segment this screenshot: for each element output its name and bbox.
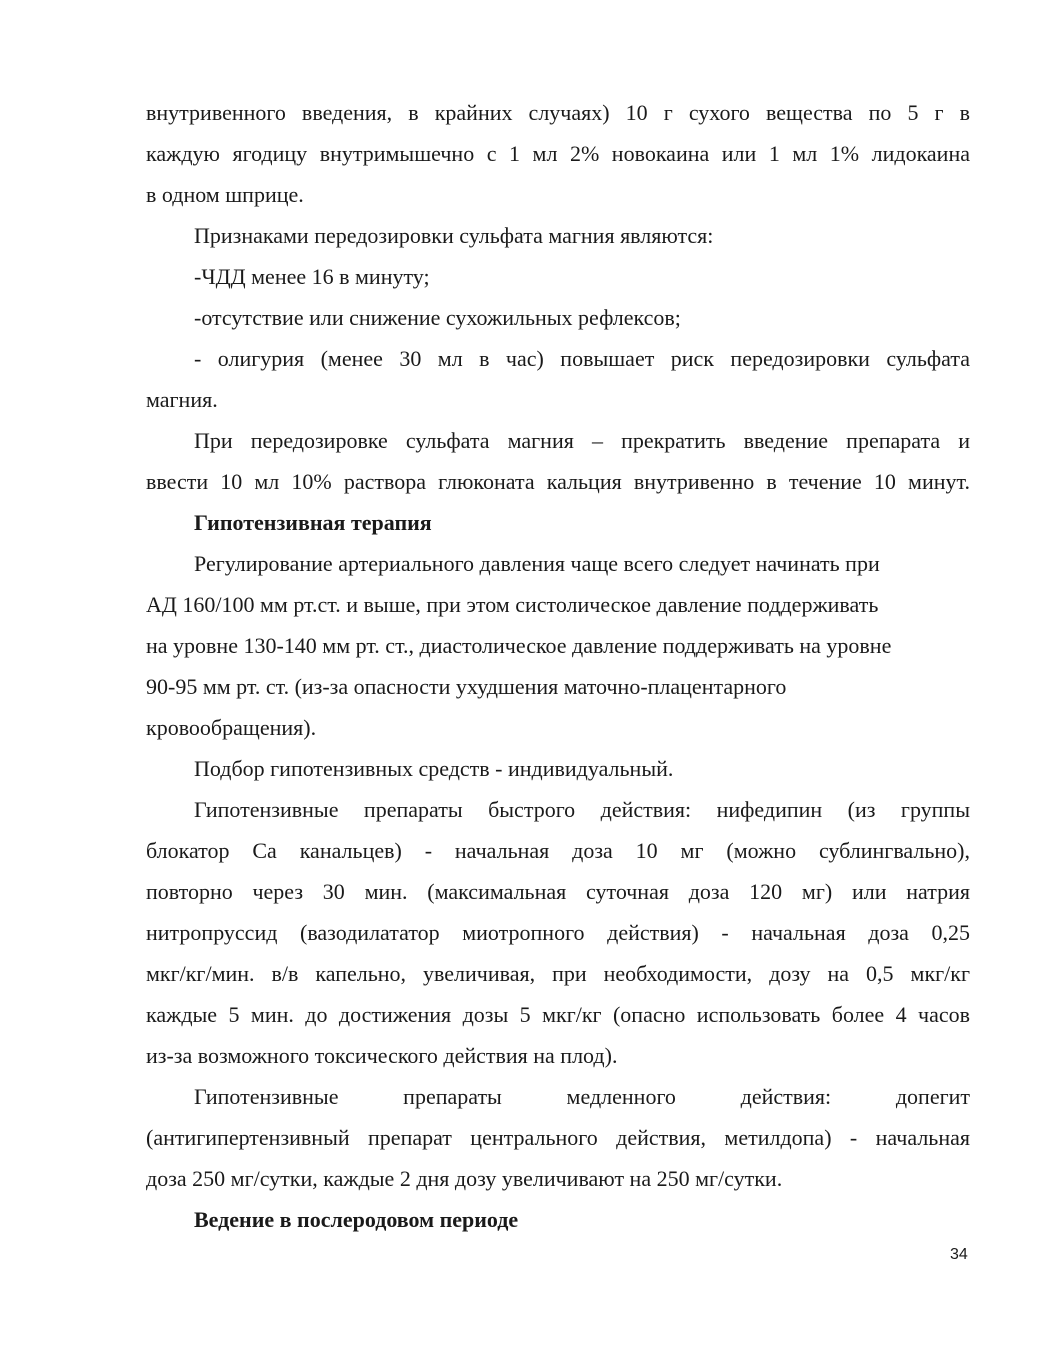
text-line: 90-95 мм рт. ст. (из-за опасности ухудшения маточно-плацентарного bbox=[146, 674, 787, 699]
text-line: нитропруссид (вазодилататор миотропного действия) - начальная доза 0,25 bbox=[146, 920, 970, 945]
text-line: кровообращения). bbox=[146, 715, 317, 740]
text-line: ввести 10 мл 10% раствора глюконата кальция внутривенно в течение 10 минут. bbox=[146, 469, 970, 494]
list-item: -ЧДД менее 16 в минуту; bbox=[194, 264, 430, 289]
text-line: мкг/кг/мин. в/в капельно, увеличивая, при необходимости, дозу на 0,5 мкг/кг bbox=[146, 961, 970, 986]
text-line: доза 250 мг/сутки, каждые 2 дня дозу увеличивают на 250 мг/сутки. bbox=[146, 1166, 783, 1191]
list-item: - олигурия (менее 30 мл в час) повышает риск передозировки сульфата bbox=[194, 346, 970, 371]
text-line: в одном шприце. bbox=[146, 182, 304, 207]
text-line: Гипотензивные препараты быстрого действия: нифедипин (из группы bbox=[194, 797, 970, 822]
text-line: магния. bbox=[146, 387, 218, 412]
text-line: каждую ягодицу внутримышечно с 1 мл 2% новокаина или 1 мл 1% лидокаина bbox=[146, 141, 970, 166]
list-item: -отсутствие или снижение сухожильных рефлексов; bbox=[194, 305, 681, 330]
text-line: повторно через 30 мин. (максимальная суточная доза 120 мг) или натрия bbox=[146, 879, 970, 904]
text-line: (антигипертензивный препарат центрального действия, метилдопа) - начальная bbox=[146, 1125, 970, 1150]
text-line: При передозировке сульфата магния – прекратить введение препарата и bbox=[194, 428, 970, 453]
text-line: Подбор гипотензивных средств - индивидуальный. bbox=[194, 756, 674, 781]
text-line: блокатор Са канальцев) - начальная доза 10 мг (можно сублингвально), bbox=[146, 838, 970, 863]
section-heading: Гипотензивная терапия bbox=[194, 510, 432, 535]
text-line: Признаками передозировки сульфата магния являются: bbox=[194, 223, 714, 248]
text-line: каждые 5 мин. до достижения дозы 5 мкг/кг (опасно использовать более 4 часов bbox=[146, 1002, 970, 1027]
text-line: АД 160/100 мм рт.ст. и выше, при этом систолическое давление поддерживать bbox=[146, 592, 879, 617]
page-number: 34 bbox=[950, 1246, 968, 1263]
text-line: внутривенного введения, в крайних случаях) 10 г сухого вещества по 5 г в bbox=[146, 100, 970, 125]
text-line: Гипотензивные препараты медленного действия: допегит bbox=[194, 1084, 970, 1109]
text-line: на уровне 130-140 мм рт. ст., диастолическое давление поддерживать на уровне bbox=[146, 633, 892, 658]
text-line: из-за возможного токсического действия на плод). bbox=[146, 1043, 618, 1068]
text-line: Регулирование артериального давления чаще всего следует начинать при bbox=[194, 551, 880, 576]
section-heading: Ведение в послеродовом периоде bbox=[194, 1207, 519, 1232]
document-page bbox=[146, 92, 970, 1240]
